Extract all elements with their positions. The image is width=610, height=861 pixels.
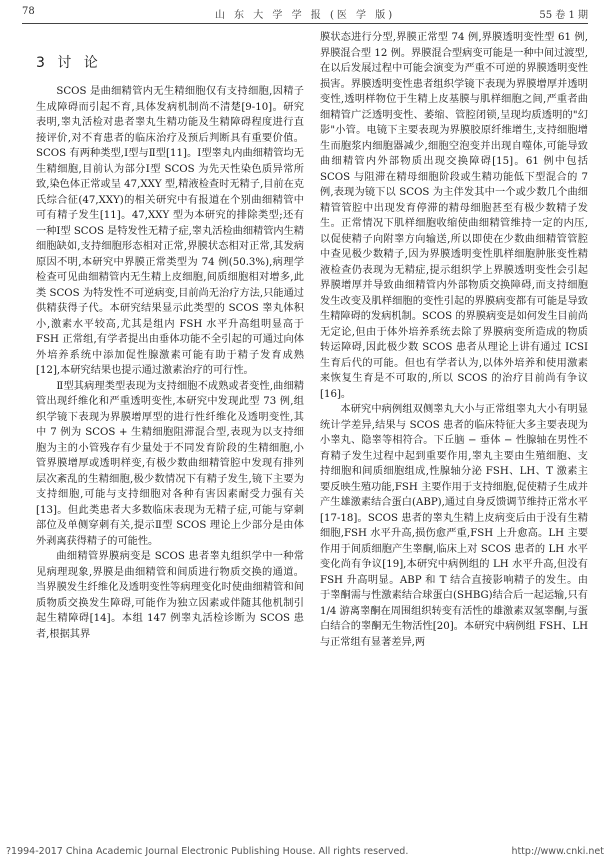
section-heading: 3 讨 论 bbox=[36, 55, 102, 71]
paragraph: Ⅱ型其病理类型表现为支持细胞不成熟或者变性,曲细精管出现纤维化和严重透明变性,本研究中发现此型 73 例,组织学镜下表现为界膜增厚型的进行性纤维化及透明变性,其中 7 例为 SCOS + 生精细胞阻滞混合型,表现为以支持细胞为主的小管残存有少量处于不同发育阶段的生精细胞,小管界膜增厚或透明样变,有极少数曲细精管腔中发现有排列层次紊乱的生精细胞,极少数情况下有精子发生,镜下主要为支持细胞,可能与支持细胞对各种有害因素耐受力强有关[13]。但此类患者大多数临床表现为无精子症,可能与穿刺部位及单侧穿刺有关,提示Ⅱ型 SCOS 理论上少部分是由体外剥离获得精子的可能性。 bbox=[36, 380, 304, 547]
journal-title: 山 东 大 学 学 报 (医 学 版) bbox=[214, 10, 396, 21]
running-header bbox=[22, 6, 588, 22]
left-column bbox=[36, 30, 304, 830]
volume-issue: 55 卷 1 期 bbox=[539, 10, 588, 21]
paragraph: SCOS 是曲细精管内无生精细胞仅有支持细胞,因精子生成障碍而引起不育,具体发病机制尚不清楚[9-10]。研究表明,睾丸活检对患者睾丸生精功能及生精障碍程度进行直接评价,对不育患者的临床治疗及预后判断具有重要价值。SCOS 有两种类型,Ⅰ型与Ⅱ型[11]。Ⅰ型睾丸内曲细精管均无生精细胞,目前认为部分Ⅰ型 SCOS 为先天性染色质异常所致,染色体正常或呈 47,XXY 型,精液检查时无精子,目前在克氏综合征(47,XXY)的相关研究中有报道在个别曲细精管中可有精子发生[11]。47,XXY 型为本研究的排除类型;还有一种Ⅰ型 SCOS 是特发性无精子症,睾丸活检曲细精管内生精细胞缺如,支持细胞形态相对正常,界膜状态相对正常,其发病原因不明,本研究中界膜正常类型为 74 例(50.3%),病理学检查可见曲细精管内无生精上皮细胞,间质细胞相对增多,此类 SCOS 为特发性不可逆病变,目前尚无治疗方法,只能通过供精获得子代。本研究结果显示此类型的 SCOS 睾丸体积小,激素水平较高,尤其是组内 FSH 水平升高组明显高于 FSH 正常组,有学者提出由垂体功能不全引起的可通过向体外培养系统中添加促性腺激素可能有助于精子发育成熟[12],本研究结果也提示通过激素治疗的可行性。 bbox=[36, 86, 304, 376]
right-column bbox=[320, 30, 588, 830]
source-url: http://www.cnki.net bbox=[511, 846, 604, 857]
paragraph: 曲细精管界膜病变是 SCOS 患者睾丸组织学中一种常见病理现象,界膜是曲细精管和间质进行物质交换的通道。当界膜发生纤维化及透明变性等病理变化时使曲细精管和间质物质交换发生障碍,可能作为独立因素或伴随其他机制引起生精障碍[14]。本组 147 例睾丸活检诊断为 SCOS 患者,根据其界 bbox=[36, 551, 304, 640]
page-footer bbox=[6, 843, 604, 857]
paragraph: 本研究中病例组双侧睾丸大小与正常组睾丸大小有明显统计学差异,结果与 SCOS 患者的临床特征大多主要表现为小睾丸、隐睾等相符合。下丘脑 − 垂体 − 性腺轴在男性不育精子发生过程中起到重要作用,睾丸主要由生殖细胞、支持细胞和间质细胞组成,性腺轴分泌 FSH、LH、T 激素主要反映生殖功能,FSH 主要作用于支持细胞,促使精子生成并产生雄激素结合蛋白(ABP),通过自身反馈调节维持正常水平[17-18]。SCOS 患者的睾丸生精上皮病变后由于没有生精细胞,FSH 水平升高,损伤愈严重,FSH 上升愈高。LH 主要作用于间质细胞产生睾酮,临床上对 SCOS 患者的 LH 水平变化尚有争议[19],本研究中病例组的 LH 水平升高,但没有 FSH 升高明显。ABP 和 T 结合直接影响精子的发生。由于睾酮需与性激素结合球蛋白(SHBG)结合后一起运输,只有 1/4 游离睾酮在周围组织转变有活性的雄激素双氢睾酮,与蛋白结合的睾酮无生物活性[20]。本研究中病例组 FSH、LH 与正常组有显著差异,两 bbox=[320, 404, 588, 648]
header-rule bbox=[22, 23, 588, 24]
paragraph-continued: 膜状态进行分型,界膜正常型 74 例,界膜透明变性型 61 例,界膜混合型 12 例。界膜混合型病变可能是一种中间过渡型,在以后发展过程中可能会演变为严重不可逆的界膜透明变性损害。界膜透明变性患者组织学镜下表现为界膜增厚并透明变性,透明样物位于生精上皮基膜与肌样细胞之间,严重者曲细精管广泛透明变性、萎缩、管腔闭锁,呈现均质透明的"幻影"小管。电镜下主要表现为界膜胶原纤维增生,支持细胞增生而胞浆内细胞器减少,细胞空泡变并出现自噬体,可能导致曲细精管内外部物质出现交换障碍[15]。61 例中包括 SCOS 与阻滞在精母细胞阶段或生精功能低下型混合的 7 例,表现为镜下以 SCOS 为主伴发其中一个或少数几个曲细精管管腔中出现发育停滞的精母细胞甚至有极少数精子发生。正常情况下肌样细胞收缩使曲细精管维持一定的内压,以促使精子向附睾方向输送,所以即使在少数曲细精管管腔中查见极少数精子,因为界膜透明变性肌样细胞肿胀变性精液检查仍表现为无精症,提示组织学上界膜透明变性会引起界膜增厚并导致曲细精管内外部物质交换障碍,而支持细胞发生改变及肌样细胞的变性引起的界膜病变都有可能是导致生精障碍的发病机制。SCOS 的界膜病变是如何发生目前尚无定论,但由于体外培养系统去除了界膜病变所造成的物质转运障碍,因此极少数 SCOS 患者从理论上讲有通过 ICSI 生育后代的可能。但也有学者认为,以体外培养和使用激素来恢复生育是不可取的,所以 SCOS 的治疗目前尚有争议[16]。 bbox=[320, 32, 588, 400]
copyright-notice: ?1994-2017 China Academic Journal Electronic Publishing House. All rights reserved. bbox=[6, 846, 409, 857]
page-number: 78 bbox=[22, 6, 35, 17]
